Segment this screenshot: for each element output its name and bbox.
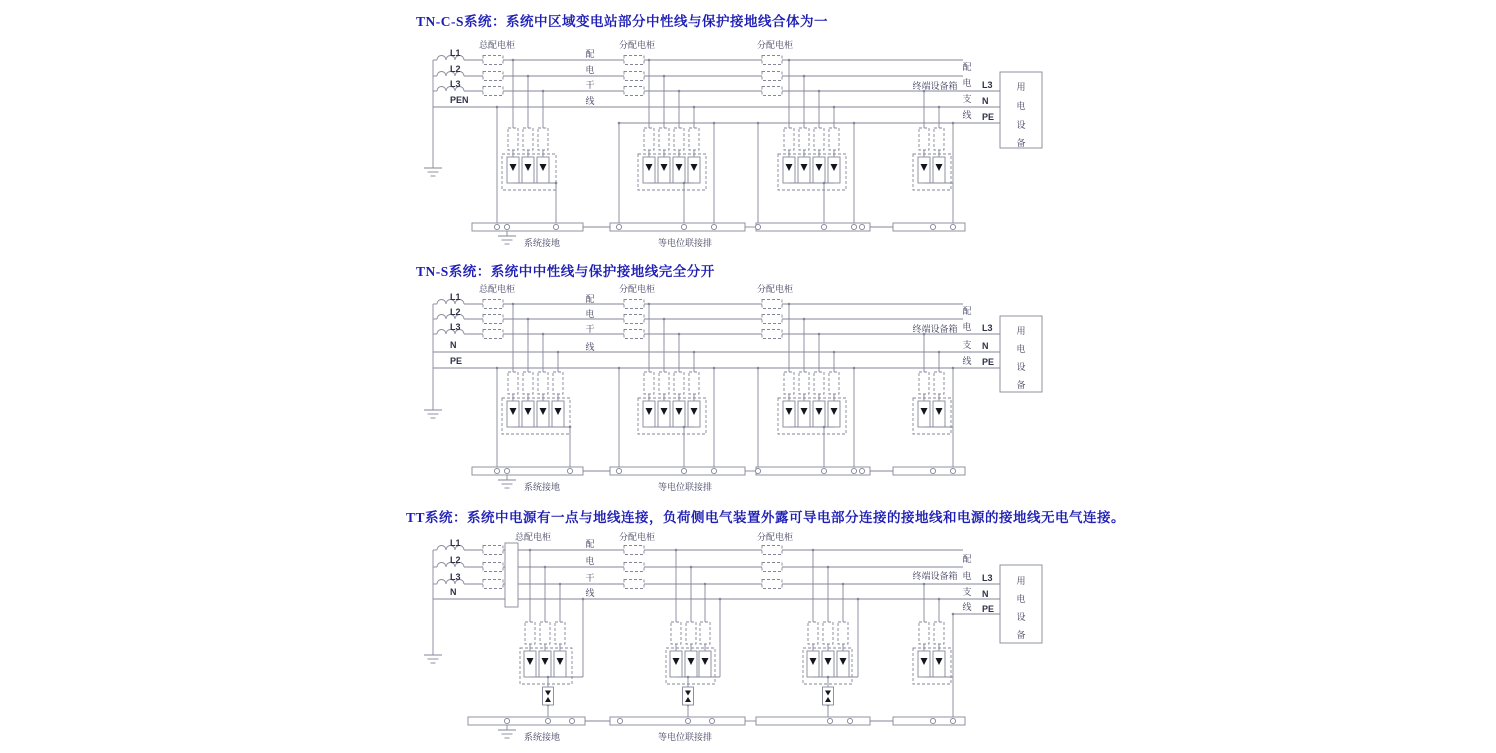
surge-protector-group xyxy=(757,59,856,227)
gas-discharge-tube-icon xyxy=(683,687,694,705)
label-equipotential-bar: 等电位联接排 xyxy=(658,238,713,248)
label-branch-line-char: 支 xyxy=(962,587,972,597)
earth-ground-icon xyxy=(424,410,442,418)
surge-arrester-icon xyxy=(673,157,685,183)
label-branch-line-char: 支 xyxy=(962,340,972,350)
busbar xyxy=(468,717,965,725)
label-equipment-char: 用 xyxy=(1016,326,1026,336)
surge-protector-group xyxy=(913,583,954,721)
label-equipment-char: 备 xyxy=(1016,630,1026,640)
label-line: N xyxy=(450,587,457,597)
surge-arrester-icon xyxy=(688,401,700,427)
title-tt: TT系统：系统中电源有一点与地线连接，负荷侧电气装置外露可导电部分连接的接地线和电源的接地线无电气连接。 xyxy=(406,510,1126,525)
label-trunk-line-char: 干 xyxy=(585,573,595,583)
label-line: L2 xyxy=(450,555,461,565)
surge-arrester-icon xyxy=(918,157,930,183)
label-branch-line: N xyxy=(982,589,989,599)
label-line: L1 xyxy=(450,538,461,548)
surge-protector-group xyxy=(757,303,856,471)
label-branch-line: PE xyxy=(982,357,995,367)
label-line: L2 xyxy=(450,64,461,74)
label-main-cabinet: 总配电柜 xyxy=(514,532,552,542)
label-dist-cabinet: 分配电柜 xyxy=(618,532,656,542)
label-branch-line: L3 xyxy=(982,80,993,90)
label-line: PE xyxy=(450,356,463,366)
label-dist-cabinet: 分配电柜 xyxy=(618,284,656,294)
equipment-box xyxy=(1000,316,1042,392)
label-main-cabinet: 总配电柜 xyxy=(478,40,516,50)
label-trunk-line-char: 电 xyxy=(585,309,595,319)
surge-arrester-icon xyxy=(699,651,711,677)
surge-protector-group xyxy=(803,549,859,721)
surge-arrester-icon xyxy=(783,157,795,183)
surge-protector-group xyxy=(666,549,721,721)
surge-arrester-icon xyxy=(828,401,840,427)
label-dist-cabinet: 分配电柜 xyxy=(756,284,794,294)
surge-arrester-icon xyxy=(673,401,685,427)
label-line: L3 xyxy=(450,572,461,582)
gas-discharge-tube-icon xyxy=(823,687,834,705)
label-main-cabinet: 总配电柜 xyxy=(478,284,516,294)
label-trunk-line-char: 干 xyxy=(585,324,595,334)
title-tncs: TN-C-S系统：系统中区域变电站部分中性线与保护接地线合体为一 xyxy=(416,14,829,29)
main-cabinet-bar xyxy=(505,543,518,607)
surge-arrester-icon xyxy=(933,157,945,183)
label-equipment-char: 用 xyxy=(1016,82,1026,92)
earth-ground-icon xyxy=(424,655,442,663)
surge-arrester-icon xyxy=(643,157,655,183)
label-system-ground: 系统接地 xyxy=(524,732,561,742)
label-equipment-char: 设 xyxy=(1016,612,1026,622)
diagram-tt xyxy=(424,531,1042,742)
surge-arrester-icon xyxy=(658,157,670,183)
surge-arrester-icon xyxy=(643,401,655,427)
label-trunk-line-char: 配 xyxy=(585,294,595,304)
label-branch-line-char: 线 xyxy=(962,110,972,120)
busbar xyxy=(472,467,965,475)
label-branch-line: N xyxy=(982,96,989,106)
earth-ground-icon xyxy=(498,236,516,244)
label-trunk-line-char: 干 xyxy=(585,80,595,90)
surge-protector-group xyxy=(618,303,716,471)
surge-arrester-icon xyxy=(670,651,682,677)
earth-ground-icon xyxy=(424,168,442,176)
label-equipotential-bar: 等电位联接排 xyxy=(658,482,713,492)
surge-arrester-icon xyxy=(522,157,534,183)
label-trunk-line-char: 电 xyxy=(585,65,595,75)
label-dist-cabinet: 分配电柜 xyxy=(756,532,794,542)
surge-arrester-icon xyxy=(807,651,819,677)
label-dist-cabinet: 分配电柜 xyxy=(756,40,794,50)
label-branch-line-char: 线 xyxy=(962,602,972,612)
label-terminal-box: 终端设备箱 xyxy=(912,324,958,334)
surge-arrester-icon xyxy=(828,157,840,183)
label-trunk-line-char: 线 xyxy=(585,342,595,352)
earth-ground-icon xyxy=(498,480,516,488)
label-system-ground: 系统接地 xyxy=(524,482,561,492)
label-branch-line-char: 配 xyxy=(962,306,972,316)
label-branch-line-char: 配 xyxy=(962,62,972,72)
surge-arrester-icon xyxy=(918,651,930,677)
label-line: L3 xyxy=(450,79,461,89)
surge-arrester-icon xyxy=(688,157,700,183)
label-trunk-line-char: 电 xyxy=(585,556,595,566)
label-equipment-char: 设 xyxy=(1016,362,1026,372)
label-branch-line: PE xyxy=(982,112,995,122)
surge-protector-group xyxy=(618,59,716,227)
label-branch-line-char: 电 xyxy=(962,322,972,332)
surge-arrester-icon xyxy=(685,651,697,677)
label-equipotential-bar: 等电位联接排 xyxy=(658,732,713,742)
label-dist-cabinet: 分配电柜 xyxy=(618,40,656,50)
earth-ground-icon xyxy=(498,730,516,738)
label-line: L1 xyxy=(450,292,461,302)
equipment-box xyxy=(1000,565,1042,643)
label-line: N xyxy=(450,340,457,350)
surge-protector-group xyxy=(496,303,572,471)
label-equipment-char: 电 xyxy=(1016,101,1026,111)
label-line: PEN xyxy=(450,95,469,105)
label-branch-line-char: 电 xyxy=(962,571,972,581)
label-branch-line: L3 xyxy=(982,573,993,583)
surge-arrester-icon xyxy=(783,401,795,427)
surge-arrester-icon xyxy=(537,157,549,183)
surge-arrester-icon xyxy=(552,401,564,427)
label-branch-line: PE xyxy=(982,604,995,614)
label-terminal-box: 终端设备箱 xyxy=(912,81,958,91)
label-line: L2 xyxy=(450,307,461,317)
surge-arrester-icon xyxy=(507,401,519,427)
label-branch-line-char: 电 xyxy=(962,78,972,88)
surge-arrester-icon xyxy=(539,651,551,677)
gas-discharge-tube-icon xyxy=(543,687,554,705)
surge-arrester-icon xyxy=(537,401,549,427)
surge-protector-group xyxy=(913,90,954,227)
label-equipment-char: 备 xyxy=(1016,380,1026,390)
surge-arrester-icon xyxy=(933,401,945,427)
equipment-box xyxy=(1000,72,1042,148)
surge-protector-group xyxy=(913,333,954,471)
surge-protector-group xyxy=(520,549,584,721)
label-trunk-line-char: 线 xyxy=(585,588,595,598)
surge-arrester-icon xyxy=(918,401,930,427)
diagram-tncs xyxy=(424,39,1042,248)
label-trunk-line-char: 线 xyxy=(585,96,595,106)
label-system-ground: 系统接地 xyxy=(524,238,561,248)
surge-arrester-icon xyxy=(798,157,810,183)
surge-arrester-icon xyxy=(658,401,670,427)
label-equipment-char: 备 xyxy=(1016,138,1026,148)
diagram-tns xyxy=(424,283,1042,492)
surge-arrester-icon xyxy=(822,651,834,677)
surge-arrester-icon xyxy=(522,401,534,427)
surge-arrester-icon xyxy=(524,651,536,677)
surge-arrester-icon xyxy=(554,651,566,677)
surge-arrester-icon xyxy=(837,651,849,677)
busbar xyxy=(472,223,965,231)
label-trunk-line-char: 配 xyxy=(585,49,595,59)
surge-arrester-icon xyxy=(507,157,519,183)
label-equipment-char: 设 xyxy=(1016,120,1026,130)
surge-protector-group xyxy=(496,59,558,227)
label-equipment-char: 用 xyxy=(1016,576,1026,586)
surge-arrester-icon xyxy=(813,157,825,183)
title-tns: TN-S系统：系统中中性线与保护接地线完全分开 xyxy=(416,264,715,279)
label-trunk-line-char: 配 xyxy=(585,539,595,549)
label-equipment-char: 电 xyxy=(1016,594,1026,604)
label-branch-line-char: 支 xyxy=(962,94,972,104)
label-terminal-box: 终端设备箱 xyxy=(912,571,958,581)
surge-arrester-icon xyxy=(933,651,945,677)
label-branch-line-char: 配 xyxy=(962,554,972,564)
label-branch-line: L3 xyxy=(982,323,993,333)
label-line: L3 xyxy=(450,322,461,332)
label-branch-line-char: 线 xyxy=(962,356,972,366)
surge-arrester-icon xyxy=(813,401,825,427)
label-line: L1 xyxy=(450,48,461,58)
wires xyxy=(433,56,1000,169)
label-branch-line: N xyxy=(982,341,989,351)
label-equipment-char: 电 xyxy=(1016,344,1026,354)
surge-arrester-icon xyxy=(798,401,810,427)
